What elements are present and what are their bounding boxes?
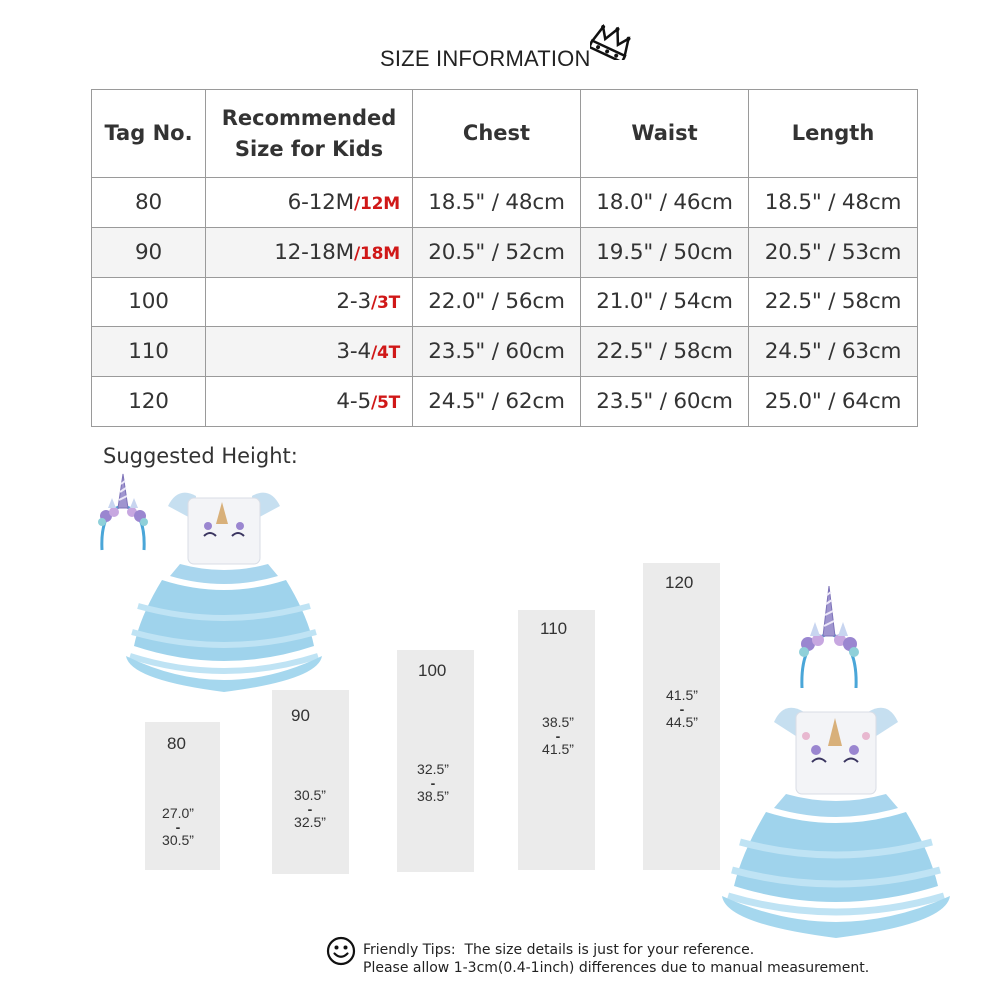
kids-tag: /3T [370,293,400,314]
height-to: 30.5” [162,832,194,848]
height-to: 38.5” [417,788,449,804]
header-recommended-size [206,90,413,178]
cell-length: 25.0" / 64cm [749,377,918,427]
cell-length: 18.5" / 48cm [749,178,918,228]
height-from: 38.5” [542,714,574,730]
height-bar-90 [272,690,349,874]
table-header-row [92,90,918,178]
tips-line-2: Please allow 1-3cm(0.4-1inch) differences due to manual measurement. [363,960,870,976]
smiley-icon [326,936,356,966]
header-tag-no: Tag No. [92,90,206,178]
height-dash: - [430,775,436,791]
header-chest: Chest [413,90,581,178]
page-title: SIZE INFORMATION [380,46,591,71]
unicorn-headband-image [794,584,864,692]
kids-range: 6-12M [287,189,355,215]
header-waist: Waist [581,90,749,178]
size-table [91,89,918,427]
height-bar-range [148,804,208,850]
height-dash: - [679,701,685,717]
header-recommended-line2: Size for Kids [234,136,384,161]
height-bar-tag: 110 [540,619,568,638]
cell-tag: 120 [92,377,206,427]
cell-kids-size [206,227,413,277]
cell-tag: 100 [92,277,206,327]
cell-tag: 110 [92,327,206,377]
height-dash: - [175,819,181,835]
cell-chest: 23.5" / 60cm [413,327,581,377]
suggested-height-label: Suggested Height: [103,444,298,468]
kids-tag: /5T [370,393,400,414]
cell-kids-size [206,327,413,377]
height-bar-tag: 100 [418,661,447,680]
header-length: Length [749,90,918,178]
cell-length: 20.5" / 53cm [749,227,918,277]
height-bar-range [403,760,463,806]
height-bar-tag: 80 [167,734,186,753]
header-recommended-line1: Recommended [221,106,397,131]
cell-waist: 21.0" / 54cm [581,277,749,327]
cell-kids-size [206,277,413,327]
kids-range: 3-4 [336,339,371,365]
cell-waist: 22.5" / 58cm [581,327,749,377]
cell-chest: 20.5" / 52cm [413,227,581,277]
friendly-tips [363,941,869,977]
kids-tag: /12M [354,193,400,214]
height-dash: - [307,801,313,817]
kids-range: 2-3 [336,289,371,315]
cell-chest: 22.0" / 56cm [413,277,581,327]
cell-length: 24.5" / 63cm [749,327,918,377]
height-bar-range [652,686,712,732]
kids-range: 4-5 [336,389,371,415]
height-bar-range [528,713,588,759]
cell-chest: 24.5" / 62cm [413,377,581,427]
table-row [92,178,918,228]
table-row [92,377,918,427]
cell-tag: 90 [92,227,206,277]
cell-waist: 19.5" / 50cm [581,227,749,277]
tips-line-1: Friendly Tips: The size details is just for your reference. [363,942,755,958]
cell-kids-size [206,377,413,427]
height-to: 44.5” [666,714,698,730]
table-row [92,277,918,327]
height-from: 41.5” [666,687,698,703]
kids-range: 12-18M [274,239,355,265]
cell-waist: 23.5" / 60cm [581,377,749,427]
height-to: 32.5” [294,814,326,830]
table-row [92,327,918,377]
height-from: 27.0” [162,805,194,821]
table-row [92,227,918,277]
kids-tag: /18M [354,243,400,264]
cell-waist: 18.0" / 46cm [581,178,749,228]
height-from: 30.5” [294,787,326,803]
cell-tag: 80 [92,178,206,228]
kids-tag: /4T [370,343,400,364]
cell-kids-size [206,178,413,228]
cell-chest: 18.5" / 48cm [413,178,581,228]
unicorn-dress-image [716,696,956,946]
height-bar-tag: 120 [665,573,694,592]
crown-icon [590,22,634,60]
height-bar-tag: 90 [291,706,310,725]
unicorn-dress-image [118,476,330,696]
height-from: 32.5” [417,761,449,777]
height-bar-range [280,786,340,832]
height-to: 41.5” [542,741,574,757]
height-dash: - [555,728,561,744]
cell-length: 22.5" / 58cm [749,277,918,327]
